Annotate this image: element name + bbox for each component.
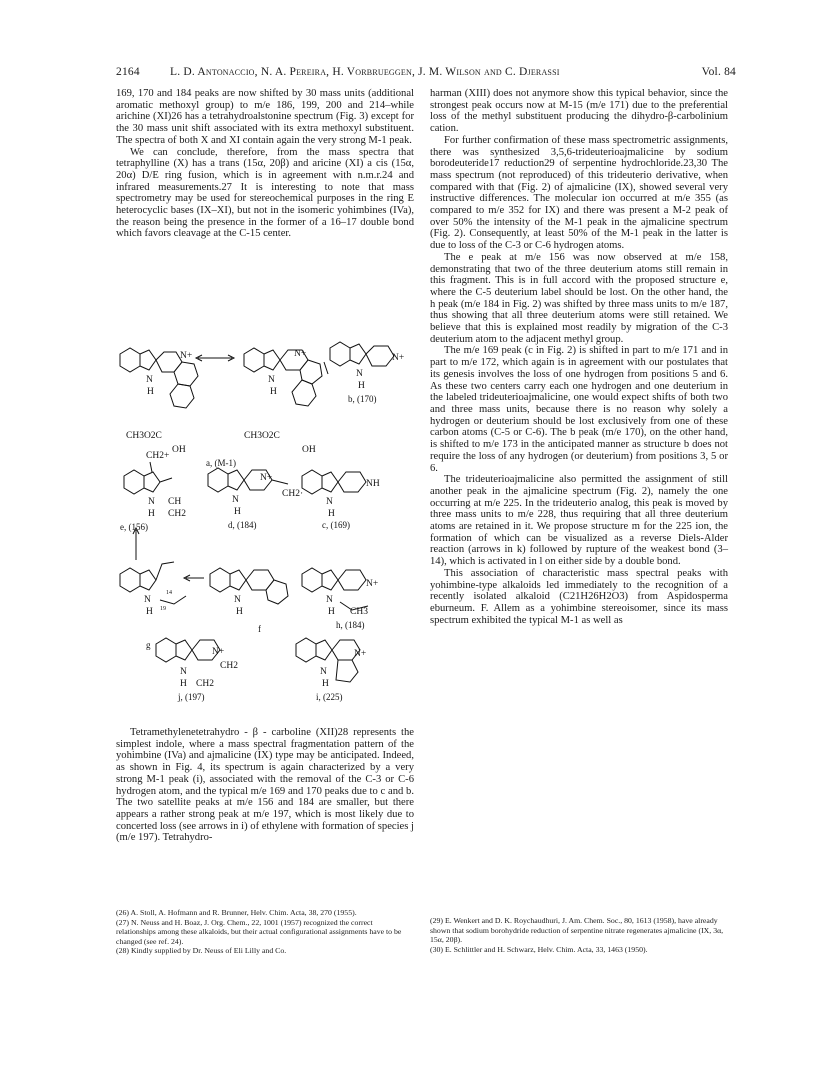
atom-n: N bbox=[148, 497, 155, 507]
atom-n-plus: N+ bbox=[212, 647, 225, 657]
paragraph: This association of characteristic mass spectral peaks with yohimbine-type alkaloids led immediately to the recognition of a recently isolated alkaloid (C21H26H2O3) from Aspidosperma eburneum. F. Allem as a yohimbine stereoisomer, since its mass spectrum exhibited the typical M-1 as well as bbox=[430, 567, 728, 626]
volume-label: Vol. 84 bbox=[701, 66, 736, 78]
left-column-top bbox=[116, 88, 414, 240]
atom-n-plus: N+ bbox=[354, 649, 367, 659]
fragmentation-scheme bbox=[116, 338, 414, 718]
atom-n: N bbox=[146, 375, 153, 385]
label-a: a, (M-1) bbox=[206, 458, 236, 468]
left-column-bottom bbox=[116, 727, 414, 844]
paragraph: We can conclude, therefore, from the mass spectra that tetraphylline (X) has a trans (15α, 20β) and aricine (XI) a cis (15α, 20α) D/E ring fusion, which is in agreement with n.m.r.24 and infrared measurements.27 It is interesting to note that mass spectrometry may be used for stereochemical purposes in the ring E heterocyclic bases (IX–XI), but not in the isomeric yohimbines (IVa), the reason being the presence in the former of a 16–17 double bond which favors cleavage at the C-15 center. bbox=[116, 146, 414, 240]
hydroxyl: OH bbox=[302, 445, 316, 455]
label-g: g bbox=[146, 640, 151, 650]
footnotes-left bbox=[116, 908, 414, 956]
paragraph: harman (XIII) does not anymore show this typical behavior, since the strongest peak occurs now at M-15 (m/e 171) due to the preferential loss of the methyl substituent producing the dihydro-β-carbolinium cation. bbox=[430, 88, 728, 135]
atom-n-plus: N+ bbox=[392, 353, 405, 363]
atom-n: N bbox=[180, 667, 187, 677]
label-f: f bbox=[258, 624, 261, 634]
atom-n: N bbox=[356, 369, 363, 379]
atom-n: N bbox=[144, 595, 151, 605]
atom-n: N bbox=[320, 667, 327, 677]
atom-h: H bbox=[270, 387, 277, 397]
label-i: i, (225) bbox=[316, 692, 343, 702]
atom-h: H bbox=[358, 381, 365, 391]
atom-h: H bbox=[234, 507, 241, 517]
footnote: (27) N. Neuss and H. Boaz, J. Org. Chem., 22, 1001 (1957) recognized the correct relationships among these alkaloids, but their actual configurational assignments have to be changed (see ref. 24). bbox=[116, 917, 402, 946]
atom-h: H bbox=[328, 509, 335, 519]
footnotes-right bbox=[430, 916, 728, 954]
atom-n-plus: N+ bbox=[294, 349, 307, 359]
ch2-group: CH2 bbox=[220, 661, 238, 671]
paragraph: The trideuterioajmalicine also permitted the assignment of still another peak in the ajmalicine spectrum (Fig. 2), namely the one occurring at m/e 225. In the trideuterio analog, this peak is moved by three mass units to m/e 228, thus requiring that all three deuterium atoms are retained in it. We propose structure m for the 225 ion, the formation of which can be visualized as a reverse Diels-Alder reaction (arrows in k) followed by rupture of the weakest bond (3–14), which is activated in l on either side by a double bond. bbox=[430, 474, 728, 568]
label-e: e, (156) bbox=[120, 522, 148, 532]
atom-n: N bbox=[234, 595, 241, 605]
footnote: (30) E. Schlittler and H. Schwarz, Helv. Chim. Acta, 33, 1463 (1950). bbox=[430, 944, 648, 954]
ch-group: CH bbox=[168, 497, 182, 507]
atom-nh: NH bbox=[366, 479, 380, 489]
atom-n-plus: N+ bbox=[366, 579, 379, 589]
ch2-group: CH2 bbox=[168, 509, 186, 519]
atom-h: H bbox=[180, 679, 187, 689]
paragraph: The m/e 169 peak (c in Fig. 2) is shifted in part to m/e 171 and in part to m/e 172, which again is in agreement with our postulates that its genesis involves the loss of one hydrogen from positions 5 and 6. As these two centers carry each one hydrogen and one deuterium in the labeled trideuterioajmalicine, one would expect shifts of both two and three mass units, because there is no reason why solely a hydrogen or deuterium should be lost exclusively from one of these carbon atoms (C-5 or C-6). The b peak (m/e 170), on the other hand, is shifted to m/e 173 in the anticipated manner as structure b does not require the loss of any hydrogen (or deuterium) from positions 3, 5 or 6. bbox=[430, 345, 728, 474]
locant-19: 19 bbox=[160, 606, 166, 612]
ch2-plus: CH2+ bbox=[146, 451, 170, 461]
page-header bbox=[116, 66, 736, 84]
label-c: c, (169) bbox=[322, 520, 350, 530]
atom-n: N bbox=[268, 375, 275, 385]
running-authors: L. D. Antonaccio, N. A. Pereira, H. Vorbrueggen, J. M. Wilson and C. Djerassi bbox=[170, 66, 560, 78]
footnote: (29) E. Wenkert and D. K. Roychaudhuri, J. Am. Chem. Soc., 80, 1613 (1958), have already shown that sodium borohydride reduction of serpentine nitrate regenerates ajmalicine (IX, 3α, 15α, 20β). bbox=[430, 916, 724, 945]
paragraph: For further confirmation of these mass spectrometric assignments, there was synthesized 3,5,6-trideuterioajmalicine by sodium borodeuteride17 reduction29 of serpentine hydrochloride.23,30 The mass spectrum (not reproduced) of this trideuterio derivative, when compared with that (Fig. 2) of ajmalicine (IX), showed several very instructive differences. The molecular ion occurred at m/e 355 (as compared to m/e 352 for IX) and there was present a M-2 peak of over 50% the intensity of the M-1 peak in the ajmalicine spectrum (Fig. 2). Consequently, at least 50% of the M-1 peak in the latter is due to loss of the C-3 or C-6 hydrogen atoms. bbox=[430, 134, 728, 252]
atom-h: H bbox=[236, 607, 243, 617]
ester-group: CH3O2C bbox=[244, 431, 280, 441]
label-d: d, (184) bbox=[228, 520, 257, 530]
label-j: j, (197) bbox=[178, 692, 205, 702]
paragraph: 169, 170 and 184 peaks are now shifted by 30 mass units (additional aromatic methoxyl group) to m/e 186, 199, 200 and 214–while arichine (XI)26 has a tetrahydroalstonine spectrum (Fig. 3) except for the 30 mass unit shift associated with its extra methoxyl substituent. The spectra of both X and XI contain again the very strong M-1 peak. bbox=[116, 88, 414, 146]
atom-n: N bbox=[232, 495, 239, 505]
atom-n: N bbox=[326, 595, 333, 605]
structure-diagrams bbox=[116, 338, 414, 718]
page-number: 2164 bbox=[116, 66, 140, 78]
atom-h: H bbox=[328, 607, 335, 617]
atom-h: H bbox=[322, 679, 329, 689]
atom-n: N bbox=[326, 497, 333, 507]
label-b: b, (170) bbox=[348, 394, 377, 404]
atom-n-plus: N+ bbox=[260, 473, 273, 483]
paragraph: The e peak at m/e 156 was now observed at m/e 158, demonstrating that two of the three deuterium atoms still remain in this fragment. This is in full accord with the proposed structure e, where the C-5 deuterium label should be lost. On the other hand, the h peak (m/e 184 in Fig. 2) was shifted by three mass units to m/e 187, thus showing that all three deuterium atoms were still retained. We believe that this is explained most readily by migration of the C-3 deuterium atom to the adjacent methyl group. bbox=[430, 251, 728, 345]
locant-14: 14 bbox=[166, 590, 172, 596]
paragraph: Tetramethylenetetrahydro - β - carboline (XII)28 represents the simplest indole, where a mass spectral fragmentation pattern of the yohimbine (IVa) and ajmalicine (IX) type may be anticipated. Indeed, as shown in Fig. 4, its spectrum is again characterized by a very strong M-1 peak (i), associated with the removal of the C-3 or C-6 hydrogen atom, and the typical m/e 169 and 170 peaks due to c and b. The two satellite peaks at m/e 156 and 184 are smaller, but there appears a rather strong peak at m/e 197, which is most likely due to concerted loss (see arrows in i) of ethylene with formation of species j (m/e 197). Tetrahydro- bbox=[116, 727, 414, 844]
atom-h: H bbox=[148, 509, 155, 519]
ch3-group: CH3 bbox=[350, 607, 368, 617]
footnote: (28) Kindly supplied by Dr. Neuss of Eli Lilly and Co. bbox=[116, 946, 287, 956]
right-column bbox=[430, 88, 728, 626]
ch2-radical: CH2· bbox=[282, 489, 304, 499]
ch2-group: CH2 bbox=[196, 679, 214, 689]
atom-h: H bbox=[147, 387, 154, 397]
hydroxyl: OH bbox=[172, 445, 186, 455]
atom-n-plus: N+ bbox=[180, 351, 193, 361]
label-h: h, (184) bbox=[336, 620, 365, 630]
footnote: (26) A. Stoll, A. Hofmann and R. Brunner, Helv. Chim. Acta, 38, 270 (1955). bbox=[116, 908, 357, 917]
ester-group: CH3O2C bbox=[126, 431, 162, 441]
atom-h: H bbox=[146, 607, 153, 617]
